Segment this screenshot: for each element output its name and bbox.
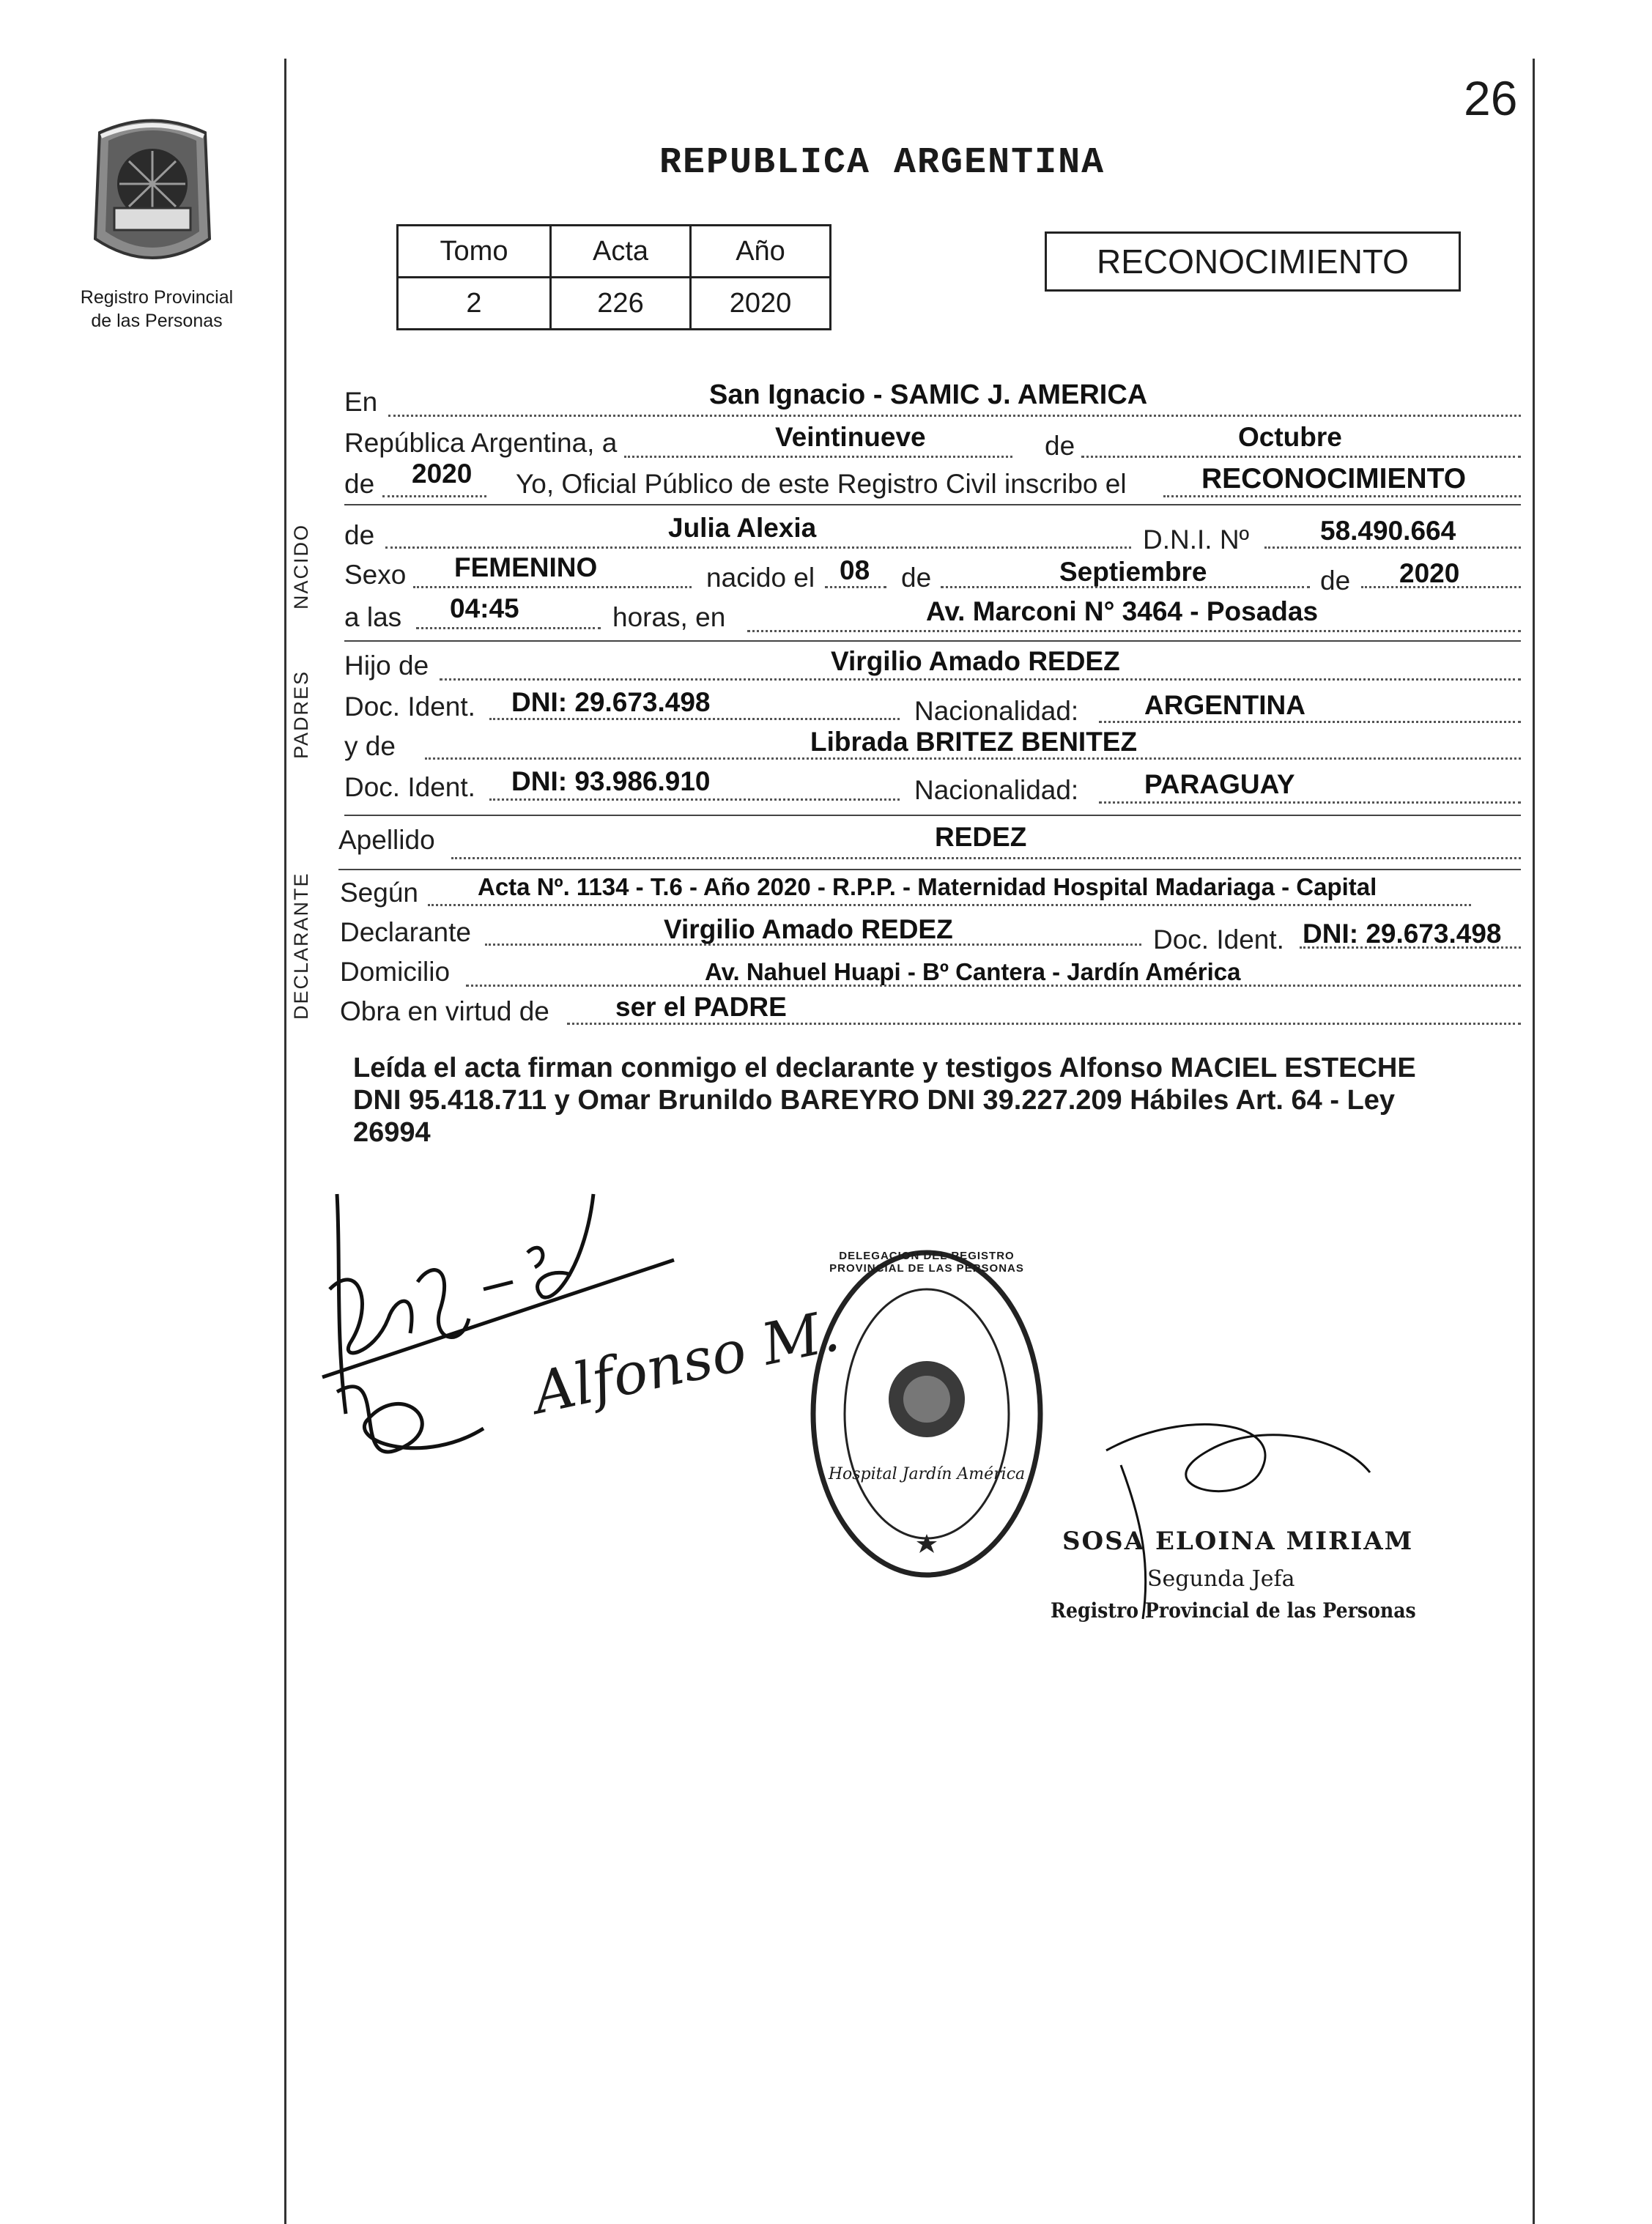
madre-doc-dots: [489, 798, 900, 801]
madre-dots: [425, 757, 1521, 760]
dia-nac-dots: [825, 586, 886, 588]
declarante-label: Declarante: [340, 917, 471, 947]
nombre-dots: [385, 546, 1131, 549]
declarante-doc-label: Doc. Ident.: [1153, 924, 1284, 955]
country-heading: REPUBLICA ARGENTINA: [659, 142, 1105, 184]
acto-dots: [1163, 495, 1521, 497]
de-label: de: [1045, 431, 1075, 461]
obra-dots: [567, 1023, 1521, 1025]
nacido-dni: 58.490.664: [1320, 516, 1456, 546]
lugar-dots: [747, 630, 1521, 632]
nacido-dia: 08: [840, 555, 870, 585]
anio-value: 2020: [412, 459, 473, 489]
mes-dots: [1081, 456, 1521, 458]
padre-nombre: Virgilio Amado REDEZ: [831, 646, 1120, 676]
nacido-separator: [344, 640, 1521, 642]
nacido-de3-label: de: [1320, 566, 1351, 596]
document-type: RECONOCIMIENTO: [1097, 242, 1409, 281]
official-office: Registro Provincial de las Personas: [1051, 1598, 1416, 1623]
section-label-declarante: DECLARANTE: [290, 872, 312, 1020]
padre-doc-dots: [489, 718, 900, 720]
madre-nombre: Librada BRITEZ BENITEZ: [810, 727, 1138, 757]
declarante-signature: [308, 1172, 718, 1494]
record-table: [396, 224, 831, 330]
closing-line-1: Leída el acta firman conmigo el declarante y testigos Alfonso MACIEL ESTECHE: [353, 1053, 1416, 1083]
closing-text: [353, 1052, 1416, 1149]
seal-icon: [806, 1245, 1048, 1582]
logo-caption-line1: Registro Provincial: [80, 287, 234, 308]
acto-value: RECONOCIMIENTO: [1201, 463, 1467, 494]
sexo-dots: [413, 586, 692, 588]
a-las-label: a las: [344, 602, 402, 632]
segun-dots: [428, 904, 1471, 906]
padre-nacionalidad: ARGENTINA: [1144, 690, 1305, 720]
nacido-de-label: de: [344, 520, 375, 550]
record-header-anio: Año: [691, 226, 831, 278]
witness-signature: Alfonso M.: [527, 1297, 845, 1428]
en-value: San Ignacio - SAMIC J. AMERICA: [709, 379, 1148, 410]
hijo-de-label: Hijo de: [344, 650, 429, 681]
nacido-anio: 2020: [1399, 558, 1460, 588]
nacido-de2-label: de: [901, 563, 932, 593]
dni-dots: [1264, 546, 1521, 549]
page-number: 26: [1464, 71, 1518, 125]
padre-nac-label: Nacionalidad:: [914, 696, 1079, 726]
nacido-mes: Septiembre: [1059, 557, 1207, 587]
mes-value: Octubre: [1238, 422, 1342, 452]
domicilio-value: Av. Nahuel Huapi - Bº Cantera - Jardín América: [705, 958, 1241, 985]
padre-doc-label: Doc. Ident.: [344, 692, 475, 722]
nacido-hora: 04:45: [450, 593, 519, 623]
seal-inner-text: Hospital Jardín América: [828, 1465, 1026, 1483]
record-table-header-row: [398, 226, 831, 278]
apellido-separator: [338, 869, 1521, 870]
padre-doc: DNI: 29.673.498: [511, 687, 711, 717]
section-label-padres: PADRES: [290, 670, 312, 759]
horas-en-label: horas, en: [612, 602, 726, 632]
domicilio-label: Domicilio: [340, 957, 451, 987]
official-title: Segunda Jefa: [1147, 1566, 1295, 1592]
anio-dots: [382, 495, 486, 497]
republica-label: República Argentina, a: [344, 428, 618, 458]
nacido-lugar: Av. Marconi N° 3464 - Posadas: [926, 596, 1319, 626]
logo-caption-line2: de las Personas: [91, 311, 223, 331]
padre-nac-dots: [1099, 721, 1521, 723]
dni-label: D.N.I. Nº: [1143, 525, 1250, 555]
madre-nac-dots: [1099, 801, 1521, 804]
apellido-dots: [451, 857, 1521, 859]
record-value-tomo: 2: [398, 278, 551, 330]
padre-dots: [440, 678, 1521, 681]
closing-line-2: DNI 95.418.711 y Omar Brunildo BAREYRO DNI 39.227.209 Hábiles Art. 64 - Ley: [353, 1085, 1396, 1116]
segun-value: Acta Nº. 1134 - T.6 - Año 2020 - R.P.P. - Maternidad Hospital Madariaga - Capital: [478, 873, 1377, 900]
en-label: En: [344, 387, 378, 417]
nacido-sexo: FEMENINO: [454, 552, 598, 582]
segun-label: Según: [340, 878, 418, 908]
declarante-doc: DNI: 29.673.498: [1303, 919, 1502, 949]
sexo-label: Sexo: [344, 560, 407, 590]
document-type-box: [1045, 231, 1461, 292]
padres-separator: [344, 815, 1521, 816]
record-header-acta: Acta: [551, 226, 691, 278]
dia-value: Veintinueve: [775, 422, 926, 452]
header-separator: [344, 504, 1521, 505]
oficial-text: Yo, Oficial Público de este Registro Civil inscribo el: [516, 469, 1127, 499]
official-name: SOSA ELOINA MIRIAM: [1062, 1527, 1414, 1556]
y-de-label: y de: [344, 731, 396, 761]
apellido-value: REDEZ: [935, 822, 1027, 852]
left-margin-line: [284, 59, 286, 2224]
obra-value: ser el PADRE: [615, 992, 787, 1022]
record-table-value-row: [398, 278, 831, 330]
closing-line-3: 26994: [353, 1117, 431, 1148]
official-signature: [1099, 1406, 1407, 1626]
en-dots: [388, 415, 1521, 417]
right-margin-line: [1533, 59, 1535, 2224]
madre-nac-label: Nacionalidad:: [914, 775, 1079, 805]
nacido-el-label: nacido el: [706, 563, 815, 593]
seal-ring-text: DELEGACION DEL REGISTRO PROVINCIAL DE LAS PERSONAS: [829, 1250, 1024, 1275]
delegacion-seal: [806, 1245, 1048, 1582]
obra-label: Obra en virtud de: [340, 996, 549, 1026]
madre-nacionalidad: PARAGUAY: [1144, 769, 1295, 799]
madre-doc-label: Doc. Ident.: [344, 772, 475, 802]
de2-label: de: [344, 469, 375, 499]
record-value-anio: 2020: [691, 278, 831, 330]
section-label-nacido: NACIDO: [290, 523, 312, 609]
record-value-acta: 226: [551, 278, 691, 330]
province-logo: [79, 114, 226, 279]
nacido-nombre: Julia Alexia: [668, 513, 817, 543]
madre-doc: DNI: 93.986.910: [511, 766, 711, 796]
apellido-label: Apellido: [338, 825, 435, 855]
declarante-value: Virgilio Amado REDEZ: [664, 914, 953, 944]
province-coat-of-arms-icon: [79, 114, 226, 279]
record-header-tomo: Tomo: [398, 226, 551, 278]
hora-dots: [416, 627, 601, 629]
dia-dots: [624, 456, 1012, 458]
